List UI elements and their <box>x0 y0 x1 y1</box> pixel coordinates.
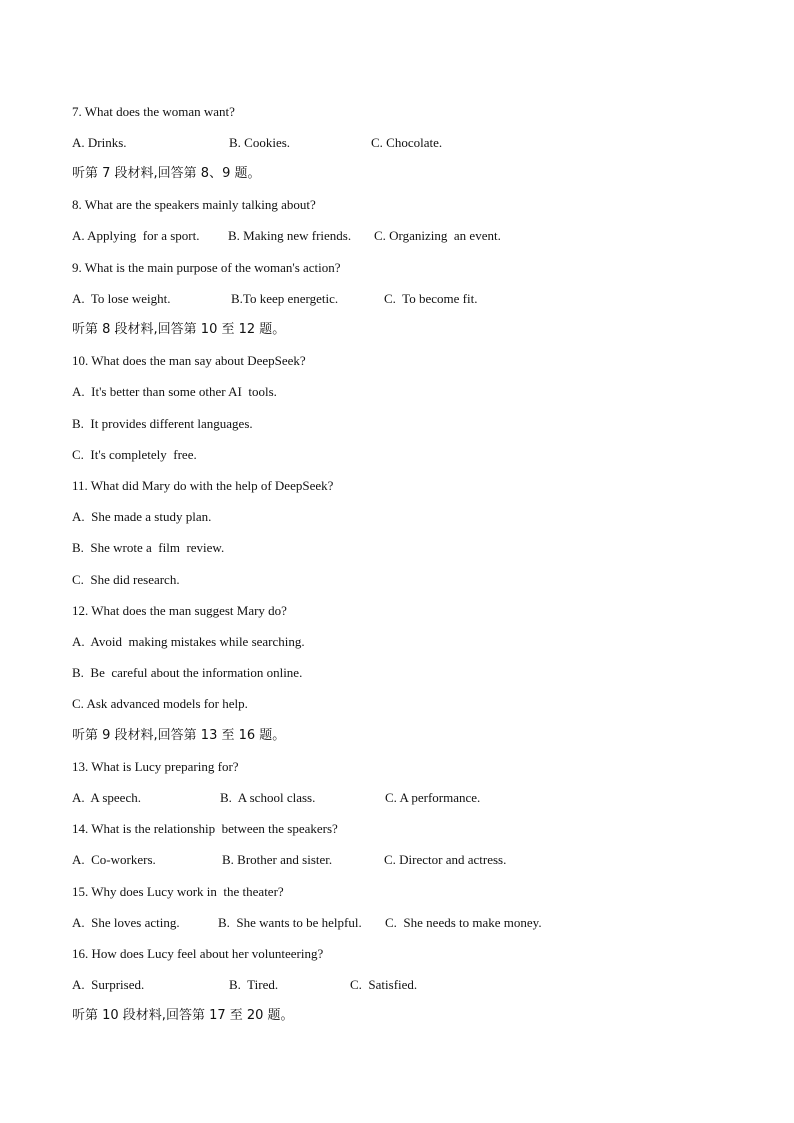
question-8-option-c: C. Organizing an event. <box>374 228 501 243</box>
section-7-instruction: 听第 7 段材料,回答第 8、9 题。 <box>72 166 261 181</box>
question-13-option-a: A. A speech. <box>72 790 141 805</box>
question-7-option-c: C. Chocolate. <box>371 135 443 150</box>
question-13-option-c: C. A performance. <box>385 790 481 805</box>
question-15-option-b: B. She wants to be helpful. <box>218 915 362 930</box>
question-11-stem: 11. What did Mary do with the help of DeepSeek? <box>72 478 334 493</box>
question-15-option-c: C. She needs to make money. <box>385 915 542 930</box>
question-7-option-a: A. Drinks. <box>72 135 127 150</box>
question-16-option-c: C. Satisfied. <box>350 977 418 992</box>
question-9-option-a: A. To lose weight. <box>72 291 171 306</box>
question-10-option-c: C. It's completely free. <box>72 447 197 462</box>
question-11-option-b: B. She wrote a film review. <box>72 540 225 555</box>
question-15-stem: 15. Why does Lucy work in the theater? <box>72 884 284 899</box>
question-11-option-c: C. She did research. <box>72 572 180 587</box>
question-9-option-b: B.To keep energetic. <box>231 291 339 306</box>
question-16-option-a: A. Surprised. <box>72 977 145 992</box>
question-9-option-c: C. To become fit. <box>384 291 478 306</box>
question-12-option-b: B. Be careful about the information online. <box>72 665 303 680</box>
question-16-option-b: B. Tired. <box>229 977 279 992</box>
question-10-option-b: B. It provides different languages. <box>72 416 253 431</box>
question-8-option-b: B. Making new friends. <box>228 228 352 243</box>
question-12-stem: 12. What does the man suggest Mary do? <box>72 603 287 618</box>
question-8-stem: 8. What are the speakers mainly talking about? <box>72 197 316 212</box>
question-10-option-a: A. It's better than some other AI tools. <box>72 384 277 399</box>
question-14-option-b: B. Brother and sister. <box>222 852 333 867</box>
question-7-option-b: B. Cookies. <box>229 135 291 150</box>
question-8-option-a: A. Applying for a sport. <box>72 228 200 243</box>
question-13-stem: 13. What is Lucy preparing for? <box>72 759 239 774</box>
question-12-option-c: C. Ask advanced models for help. <box>72 696 248 711</box>
question-14-option-a: A. Co-workers. <box>72 852 156 867</box>
question-14-option-c: C. Director and actress. <box>384 852 507 867</box>
section-9-instruction: 听第 9 段材料,回答第 13 至 16 题。 <box>72 728 286 743</box>
section-8-instruction: 听第 8 段材料,回答第 10 至 12 题。 <box>72 322 286 337</box>
section-10-instruction: 听第 10 段材料,回答第 17 至 20 题。 <box>72 1008 294 1023</box>
question-7-stem: 7. What does the woman want? <box>72 104 235 119</box>
question-15-option-a: A. She loves acting. <box>72 915 180 930</box>
question-13-option-b: B. A school class. <box>220 790 316 805</box>
question-14-stem: 14. What is the relationship between the speakers? <box>72 821 338 836</box>
question-12-option-a: A. Avoid making mistakes while searching. <box>72 634 305 649</box>
question-16-stem: 16. How does Lucy feel about her volunteering? <box>72 946 324 961</box>
question-10-stem: 10. What does the man say about DeepSeek? <box>72 353 306 368</box>
question-9-stem: 9. What is the main purpose of the woman's action? <box>72 260 341 275</box>
question-11-option-a: A. She made a study plan. <box>72 509 212 524</box>
